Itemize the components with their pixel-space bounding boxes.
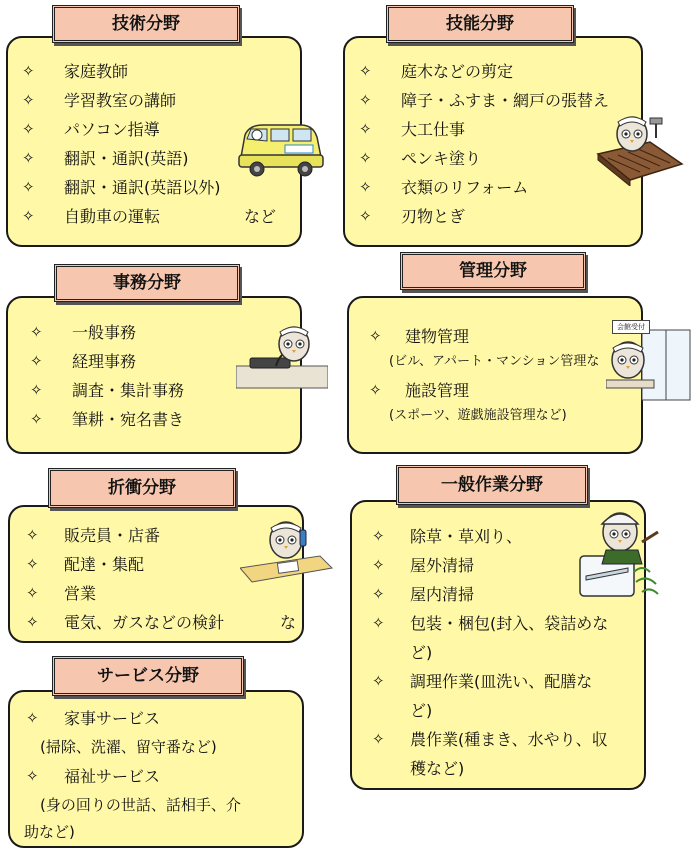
sparkle-bullet-icon: ✧ bbox=[359, 120, 372, 138]
phone-mascot-icon bbox=[240, 516, 334, 588]
sparkle-bullet-icon: ✧ bbox=[372, 730, 385, 748]
sparkle-bullet-icon: ✧ bbox=[22, 207, 35, 225]
service-note-1: (身の回りの世話、話相手、介 bbox=[40, 796, 241, 814]
sparkle-bullet-icon: ✧ bbox=[359, 178, 372, 196]
section-title-gijutsu: 技術分野 bbox=[52, 5, 240, 43]
sparkle-bullet-icon: ✧ bbox=[26, 584, 39, 602]
section-title-sesshou: 折衝分野 bbox=[48, 468, 236, 508]
sparkle-bullet-icon: ✧ bbox=[26, 526, 39, 544]
sparkle-bullet-icon: ✧ bbox=[359, 149, 372, 167]
sparkle-bullet-icon: ✧ bbox=[22, 149, 35, 167]
sparkle-bullet-icon: ✧ bbox=[26, 709, 39, 727]
card-gino: ✧ 庭木などの剪定 ✧ 障子・ふすま・網戸の張替え ✧ 大工仕事 ✧ ペンキ塗り ✧ 衣類のリフォーム ✧ 刃物とぎ bbox=[343, 36, 643, 247]
sparkle-bullet-icon: ✧ bbox=[22, 62, 35, 80]
reception-sign: 会館受付 bbox=[612, 320, 650, 334]
sparkle-bullet-icon: ✧ bbox=[359, 91, 372, 109]
kanri-note-0: (ビル、アパート・マンション管理な bbox=[389, 354, 600, 369]
suffix-text: な bbox=[280, 613, 297, 632]
card-service: ✧ 家事サービス (掃除、洗濯、留守番など) ✧ 福祉サービス (身の回りの世話、話相手、介 助など) bbox=[8, 690, 304, 848]
suffix-text: など bbox=[244, 207, 277, 226]
van-icon bbox=[235, 117, 325, 179]
card-kanri: ✧ 建物管理 (ビル、アパート・マンション管理な ✧ 施設管理 (スポーツ、遊戯施設管理など) bbox=[347, 296, 643, 454]
section-title-kanri: 管理分野 bbox=[400, 252, 586, 290]
sparkle-bullet-icon: ✧ bbox=[372, 527, 385, 545]
sparkle-bullet-icon: ✧ bbox=[369, 327, 382, 345]
card-jimu: ✧ 一般事務 ✧ 経理事務 ✧ 調査・集計事務 ✧ 筆耕・宛名書き bbox=[6, 296, 302, 454]
gardener-mascot-icon bbox=[576, 502, 660, 602]
section-title-service: サービス分野 bbox=[52, 656, 244, 696]
carpenter-mascot-icon bbox=[594, 108, 684, 186]
sparkle-bullet-icon: ✧ bbox=[22, 178, 35, 196]
sparkle-bullet-icon: ✧ bbox=[30, 410, 43, 428]
sparkle-bullet-icon: ✧ bbox=[372, 614, 385, 632]
sparkle-bullet-icon: ✧ bbox=[30, 323, 43, 341]
sparkle-bullet-icon: ✧ bbox=[26, 613, 39, 631]
sparkle-bullet-icon: ✧ bbox=[26, 767, 39, 785]
card-gijutsu: ✧ 家庭教師 ✧ 学習教室の講師 ✧ パソコン指導 ✧ 翻訳・通訳(英語) ✧ 翻訳・通訳(英語以外) ✧ 自動車の運転 など bbox=[6, 36, 302, 247]
sparkle-bullet-icon: ✧ bbox=[26, 555, 39, 573]
sparkle-bullet-icon: ✧ bbox=[359, 207, 372, 225]
kanri-note-1: (スポーツ、遊戯施設管理など) bbox=[389, 408, 567, 423]
sparkle-bullet-icon: ✧ bbox=[30, 381, 43, 399]
service-note-2: 助など) bbox=[24, 823, 75, 841]
service-note-0: (掃除、洗濯、留守番など) bbox=[40, 738, 217, 756]
sparkle-bullet-icon: ✧ bbox=[372, 672, 385, 690]
card-ippan: ✧ 除草・草刈り、 ✧ 屋外清掃 ✧ 屋内清掃 ✧ 包装・梱包(封入、袋詰めな ど) ✧ 調理作業(皿洗い、配膳な ど) ✧ 農作業(種まき、水やり、収 穫など) bbox=[350, 500, 646, 790]
sparkle-bullet-icon: ✧ bbox=[372, 556, 385, 574]
sparkle-bullet-icon: ✧ bbox=[359, 62, 372, 80]
sparkle-bullet-icon: ✧ bbox=[22, 91, 35, 109]
sparkle-bullet-icon: ✧ bbox=[369, 381, 382, 399]
sparkle-bullet-icon: ✧ bbox=[30, 352, 43, 370]
sparkle-bullet-icon: ✧ bbox=[22, 120, 35, 138]
card-sesshou: ✧ 販売員・店番 ✧ 配達・集配 ✧ 営業 ✧ 電気、ガスなどの検針 な bbox=[8, 505, 304, 643]
section-title-gino: 技能分野 bbox=[386, 5, 574, 43]
section-title-ippan: 一般作業分野 bbox=[396, 465, 588, 505]
reception-mascot-icon bbox=[606, 320, 692, 402]
sparkle-bullet-icon: ✧ bbox=[372, 585, 385, 603]
section-title-jimu: 事務分野 bbox=[54, 264, 240, 302]
office-mascot-icon bbox=[236, 322, 328, 390]
